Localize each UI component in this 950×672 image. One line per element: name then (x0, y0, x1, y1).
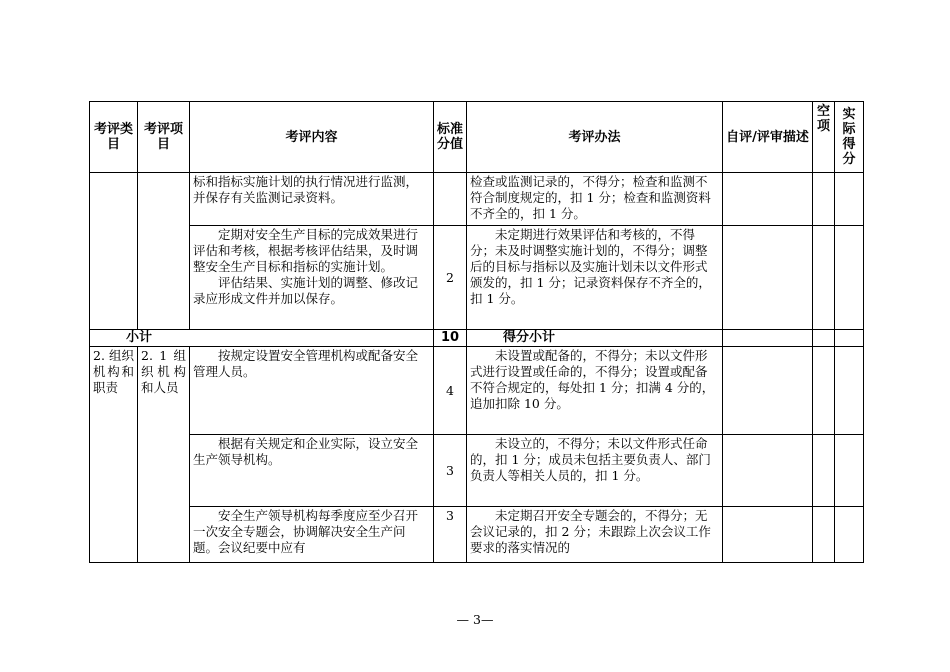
empty-cell[interactable] (813, 330, 835, 347)
subtotal-row (90, 330, 864, 347)
header-item: 考评项目 (138, 102, 190, 173)
method-cell: 检查或监测记录的，不得分；检查和监测不符合制度规定的，扣 1 分；检查和监测资料不齐全的，扣 1 分。 (467, 173, 723, 226)
table-row (90, 347, 864, 435)
table-row (90, 507, 864, 563)
content-cell: 安全生产领导机构每季度应至少召开一次安全专题会，协调解决安全生产问题。会议纪要中应有 (190, 507, 434, 563)
actual-score-cell[interactable] (835, 330, 864, 347)
table-row (90, 435, 864, 507)
item-cell: 2. 1 组织机构和人员 (138, 347, 190, 563)
method-cell: 未定期进行效果评估和考核的，不得分；未及时调整实施计划的，不得分；调整后的目标与指标以及实施计划未以文件形式颁发的，扣 1 分；记录资料保存不齐全的，扣 1 分。 (467, 226, 723, 330)
document-page (89, 101, 863, 563)
score-cell (434, 173, 467, 226)
empty-cell[interactable] (813, 347, 835, 435)
self-eval-cell[interactable] (723, 435, 813, 507)
page-number: — 3— (456, 612, 494, 627)
actual-score-cell[interactable] (835, 507, 864, 563)
table-row (90, 226, 864, 330)
self-eval-cell[interactable] (723, 507, 813, 563)
content-paragraph: 定期对安全生产目标的完成效果进行评估和考核，根据考核评估结果，及时调整安全生产目标和指标的实施计划。 (193, 227, 419, 274)
table-header-row (90, 102, 864, 173)
self-eval-cell[interactable] (723, 226, 813, 330)
method-cell: 未设立的，不得分；未以文件形式任命的，扣 1 分；成员未包括主要负责人、部门负责人等相关人员的，扣 1 分。 (467, 435, 723, 507)
score-cell: 4 (434, 347, 467, 435)
header-actual: 实际得分 (835, 102, 864, 173)
empty-cell[interactable] (813, 507, 835, 563)
header-content: 考评内容 (190, 102, 434, 173)
subtotal-label (90, 330, 434, 347)
content-paragraph: 评估结果、实施计划的调整、修改记录应形成文件并加以保存。 (193, 275, 419, 306)
empty-cell[interactable] (813, 226, 835, 330)
actual-score-cell[interactable] (835, 226, 864, 330)
self-eval-cell[interactable] (723, 330, 813, 347)
score-cell: 3 (434, 507, 467, 563)
score-cell: 3 (434, 435, 467, 507)
empty-cell[interactable] (813, 435, 835, 507)
content-cell: 根据有关规定和企业实际，设立安全生产领导机构。 (190, 435, 434, 507)
content-cell: 按规定设置安全管理机构或配备安全管理人员。 (190, 347, 434, 435)
header-category: 考评类目 (90, 102, 138, 173)
actual-score-cell[interactable] (835, 347, 864, 435)
content-cell (190, 226, 434, 330)
subtotal-method-text: 得分小计 (503, 330, 556, 345)
self-eval-cell[interactable] (723, 347, 813, 435)
subtotal-label-text: 小计 (126, 330, 153, 345)
method-cell: 未定期召开安全专题会的，不得分；无会议记录的，扣 2 分；未跟踪上次会议工作要求的落实情况的 (467, 507, 723, 563)
actual-score-cell[interactable] (835, 173, 864, 226)
content-cell: 标和指标实施计划的执行情况进行监测，并保存有关监测记录资料。 (190, 173, 434, 226)
subtotal-score: 10 (434, 330, 467, 347)
category-cell-empty (90, 173, 138, 330)
score-cell: 2 (434, 226, 467, 330)
method-cell: 未设置或配备的，不得分；未以文件形式进行设置或任命的，不得分；设置或配备不符合规定的，每处扣 1 分；扣满 4 分的，追加扣除 10 分。 (467, 347, 723, 435)
category-cell: 2. 组织机构和职责 (90, 347, 138, 563)
evaluation-table (89, 101, 864, 563)
item-cell-empty (138, 173, 190, 330)
header-method: 考评办法 (467, 102, 723, 173)
self-eval-cell[interactable] (723, 173, 813, 226)
actual-score-cell[interactable] (835, 435, 864, 507)
header-empty: 空项 (813, 102, 835, 173)
subtotal-method-label (467, 330, 723, 347)
header-score: 标准分值 (434, 102, 467, 173)
table-row (90, 173, 864, 226)
empty-cell[interactable] (813, 173, 835, 226)
header-self-eval: 自评/评审描述 (723, 102, 813, 173)
